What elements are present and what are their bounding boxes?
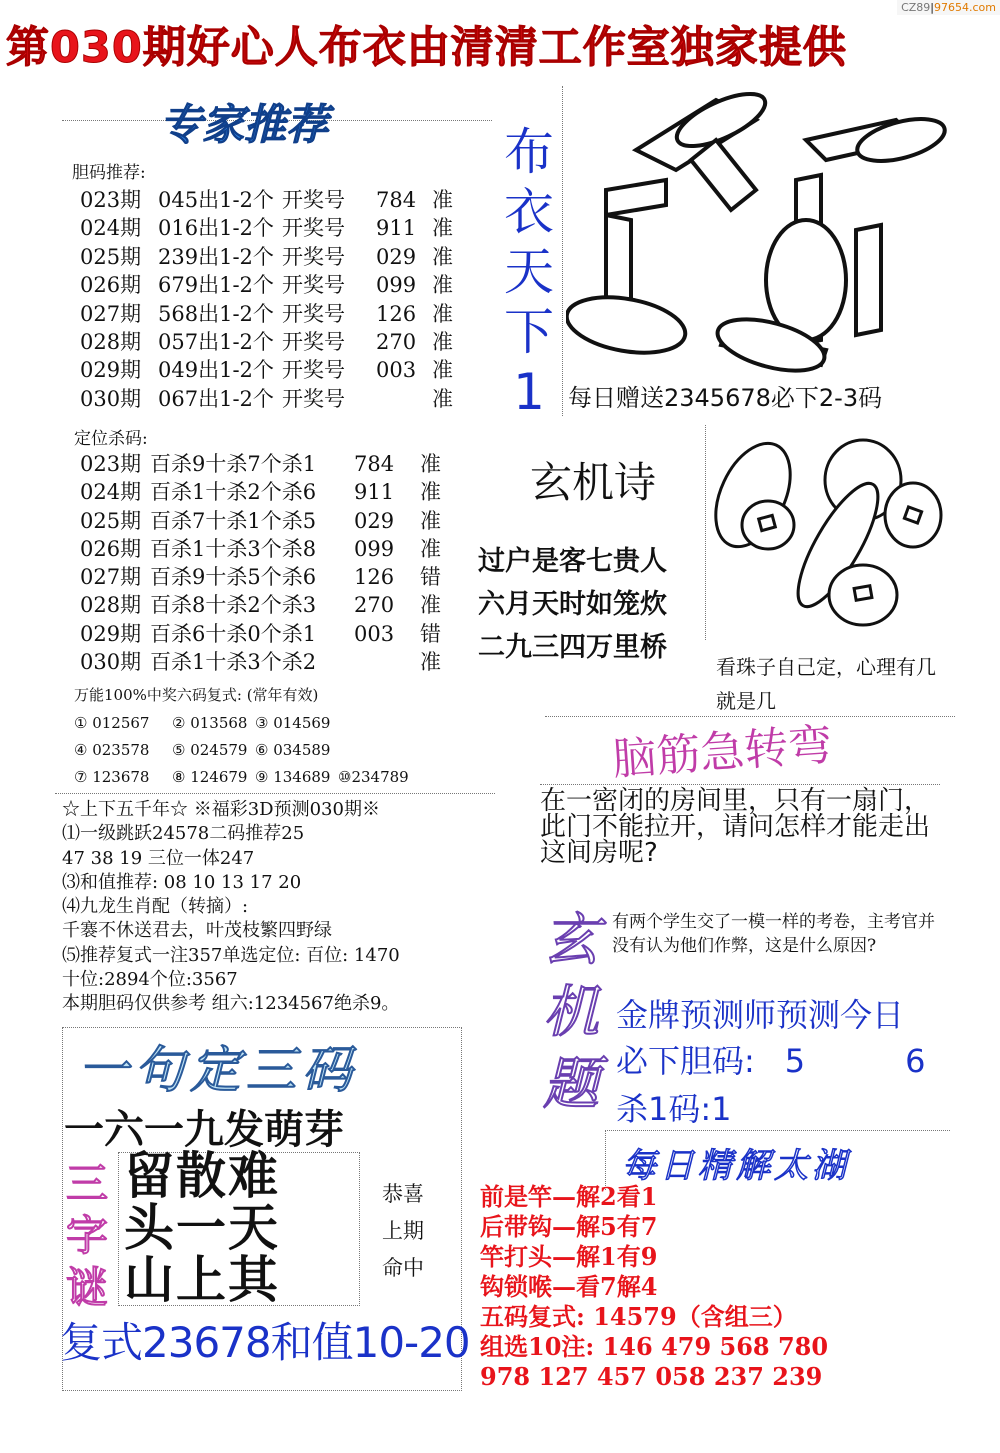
digits-26-graphic bbox=[566, 80, 956, 380]
dan-row bbox=[80, 328, 462, 356]
dan-row bbox=[80, 186, 462, 214]
riddle: 留散难 头一天 山上其 bbox=[124, 1147, 280, 1309]
dan-tag: 开奖号 bbox=[282, 358, 345, 383]
dan-num bbox=[376, 385, 432, 413]
dan-row bbox=[80, 243, 462, 271]
dan-num: 029 bbox=[376, 244, 417, 269]
dan-tag: 开奖号 bbox=[282, 386, 345, 411]
wanneng-list bbox=[74, 710, 409, 791]
dan-combo: 067出1-2个 bbox=[158, 386, 274, 411]
kill-list bbox=[80, 450, 450, 676]
kill-num: 911 bbox=[354, 480, 395, 505]
kill-label: 定位杀码: bbox=[74, 429, 148, 449]
kill-res: 错 bbox=[420, 621, 441, 646]
kill-issue: 026期 bbox=[80, 536, 142, 561]
kill-res: 准 bbox=[420, 536, 441, 561]
kill-num: 003 bbox=[354, 621, 395, 646]
dan-res: 准 bbox=[432, 358, 453, 383]
dan-tag: 开奖号 bbox=[282, 244, 345, 269]
kill-res: 错 bbox=[420, 565, 441, 590]
page-title: 第030期好心人布衣由清清工作室独家提供 bbox=[6, 23, 847, 73]
dan-combo: 016出1-2个 bbox=[158, 216, 274, 241]
dan-combo: 239出1-2个 bbox=[158, 244, 274, 269]
dan-row bbox=[80, 271, 462, 299]
kill-row bbox=[80, 507, 450, 535]
dan-tag: 开奖号 bbox=[282, 188, 345, 212]
wanneng-row: ④ 023578 ⑤ 024579 ⑥ 034589 bbox=[74, 741, 331, 759]
dan-combo: 679出1-2个 bbox=[158, 273, 274, 298]
kill-num: 029 bbox=[354, 508, 395, 533]
dan-row bbox=[80, 214, 462, 242]
history-block: ☆上下五千年☆ ※福彩3D预测030期※ ⑴一级跳跃24578二码推荐25 47 38 19 三位一体247 ⑶和值推荐: 08 10 13 17 20 ⑷九龙生肖配（转摘）: 千褰不休送君去，叶茂枝繁四野绿 ⑸推荐复式一注357单选定位: 百位: 1470 十位:2894个位:3567 本期胆码仅供参考 组六:1234567绝杀9。 bbox=[62, 799, 400, 1015]
kill-row bbox=[80, 591, 450, 619]
beads-68-graphic bbox=[708, 425, 948, 635]
watermark: CZ89|97654.com bbox=[897, 0, 1000, 15]
kill-issue: 023期 bbox=[80, 452, 142, 476]
kill-num bbox=[354, 648, 420, 676]
kill-issue: 025期 bbox=[80, 508, 142, 533]
kill-combo: 百杀9十杀5个杀6 bbox=[150, 565, 317, 590]
kill-issue: 030期 bbox=[80, 650, 142, 675]
dan-res: 准 bbox=[432, 273, 453, 298]
kill-num: 126 bbox=[354, 565, 395, 590]
dan-combo: 049出1-2个 bbox=[158, 358, 274, 383]
dan-tag: 开奖号 bbox=[282, 216, 345, 241]
kill-res: 准 bbox=[420, 508, 441, 533]
kill-row bbox=[80, 620, 450, 648]
dan-issue: 028期 bbox=[80, 330, 142, 355]
divider bbox=[605, 1130, 950, 1131]
divider bbox=[605, 1130, 606, 1190]
taihu-heading: 每日精解太湖 bbox=[622, 1146, 850, 1186]
dan-num: 003 bbox=[376, 358, 417, 383]
beads-note: 看珠子自己定，心理有几就是几 bbox=[716, 655, 936, 713]
kill-combo: 百杀6十杀0个杀1 bbox=[150, 621, 317, 646]
xuanji-question: 有两个学生交了一模一样的考卷，主考官并没有认为他们作弊，这是什么原因? bbox=[612, 912, 935, 956]
taihu-lines: 前是竿—解2看1 后带钩—解5有7 竿打头—解1有9 钩锁喉—看7解4 五码复式: 14579（含组三） 组选10注: 146 479 568 780 978 127 457 058 237 239 bbox=[480, 1182, 829, 1391]
must-row: 必下胆码: 5 6 bbox=[616, 1042, 926, 1080]
kill-res: 准 bbox=[420, 480, 441, 505]
kill-row bbox=[80, 648, 450, 676]
dan-res: 准 bbox=[432, 188, 453, 212]
kill-row bbox=[80, 563, 450, 591]
dan-tag: 开奖号 bbox=[282, 330, 345, 355]
dan-tag: 开奖号 bbox=[282, 301, 345, 326]
kill-combo: 百杀8十杀2个杀3 bbox=[150, 593, 317, 618]
dan-combo: 568出1-2个 bbox=[158, 301, 274, 326]
dan-issue: 026期 bbox=[80, 273, 142, 298]
kill-res: 准 bbox=[420, 452, 441, 476]
dan-res: 准 bbox=[432, 244, 453, 269]
dan-row bbox=[80, 356, 462, 384]
dan-res: 准 bbox=[432, 301, 453, 326]
dan-issue: 025期 bbox=[80, 244, 142, 269]
poem-heading: 玄机诗 bbox=[530, 458, 657, 507]
kill-row: 杀1码:1 bbox=[616, 1090, 732, 1128]
kill-combo: 百杀1十杀3个杀8 bbox=[150, 536, 317, 561]
kill-row bbox=[80, 450, 450, 478]
dan-list bbox=[80, 186, 462, 413]
fushi: 复式23678和值10-20 bbox=[60, 1318, 470, 1367]
dan-issue: 029期 bbox=[80, 358, 142, 383]
brain-text: 在一密闭的房间里，只有一扇门，此门不能拉开，请问怎样才能走出这间房呢? bbox=[540, 786, 931, 868]
san-vertical: 三 字 谜 bbox=[65, 1159, 108, 1312]
dan-label: 胆码推荐: bbox=[72, 163, 146, 183]
yiju-phrase: 一六一九发萌芽 bbox=[64, 1107, 344, 1153]
dan-issue: 023期 bbox=[80, 188, 142, 212]
wanneng-row: ⑦ 123678 ⑧ 124679 ⑨ 134689 ⑩234789 bbox=[74, 768, 409, 786]
dan-issue: 027期 bbox=[80, 301, 142, 326]
kill-res: 准 bbox=[420, 593, 441, 618]
dan-num: 126 bbox=[376, 301, 417, 326]
kill-issue: 029期 bbox=[80, 621, 142, 646]
dan-res: 准 bbox=[432, 216, 453, 241]
xuanji-vertical: 玄 机 题 bbox=[543, 908, 599, 1117]
kill-issue: 024期 bbox=[80, 480, 142, 505]
wanneng-label: 万能100%中奖六码复式: (常年有效) bbox=[74, 686, 319, 704]
divider bbox=[540, 784, 940, 785]
kill-issue: 027期 bbox=[80, 565, 142, 590]
dan-num: 911 bbox=[376, 216, 417, 241]
kill-issue: 028期 bbox=[80, 593, 142, 618]
dan-res: 准 bbox=[432, 386, 453, 411]
dan-issue: 024期 bbox=[80, 216, 142, 241]
daily-gift: 每日赠送2345678必下2-3码 bbox=[568, 384, 883, 412]
dan-row bbox=[80, 385, 462, 413]
dan-combo: 057出1-2个 bbox=[158, 330, 274, 355]
dan-tag: 开奖号 bbox=[282, 273, 345, 298]
kill-num: 270 bbox=[354, 593, 395, 618]
brain-heading: 脑筋急转弯 bbox=[610, 719, 834, 786]
kill-row bbox=[80, 535, 450, 563]
wanneng-row: ① 012567 ② 013568 ③ 014569 bbox=[74, 714, 331, 732]
dan-res: 准 bbox=[432, 330, 453, 355]
dan-issue: 030期 bbox=[80, 386, 142, 411]
dan-num: 099 bbox=[376, 273, 417, 298]
kill-row bbox=[80, 478, 450, 506]
congrats: 恭喜 上期 命中 bbox=[382, 1182, 424, 1280]
kill-num: 784 bbox=[354, 452, 395, 476]
buyi-vertical: 布 衣 天 下 1 bbox=[504, 123, 554, 421]
kill-combo: 百杀1十杀2个杀6 bbox=[150, 480, 317, 505]
divider bbox=[55, 793, 495, 794]
kill-num: 099 bbox=[354, 536, 395, 561]
dan-num: 784 bbox=[376, 188, 417, 212]
kill-combo: 百杀7十杀1个杀5 bbox=[150, 508, 317, 533]
dan-combo: 045出1-2个 bbox=[158, 188, 274, 212]
yiju-heading: 一句定三码 bbox=[78, 1041, 358, 1099]
gold-line: 金牌预测师预测今日 bbox=[616, 996, 905, 1034]
poem-lines: 过户是客七贵人 六月天时如笼炊 二九三四万里桥 bbox=[478, 546, 667, 663]
dan-num: 270 bbox=[376, 330, 417, 355]
kill-combo: 百杀9十杀7个杀1 bbox=[150, 452, 317, 476]
kill-combo: 百杀1十杀3个杀2 bbox=[150, 650, 317, 675]
divider bbox=[705, 425, 706, 640]
dan-row bbox=[80, 300, 462, 328]
expert-heading: 专家推荐 bbox=[160, 100, 329, 149]
kill-res: 准 bbox=[420, 650, 441, 675]
